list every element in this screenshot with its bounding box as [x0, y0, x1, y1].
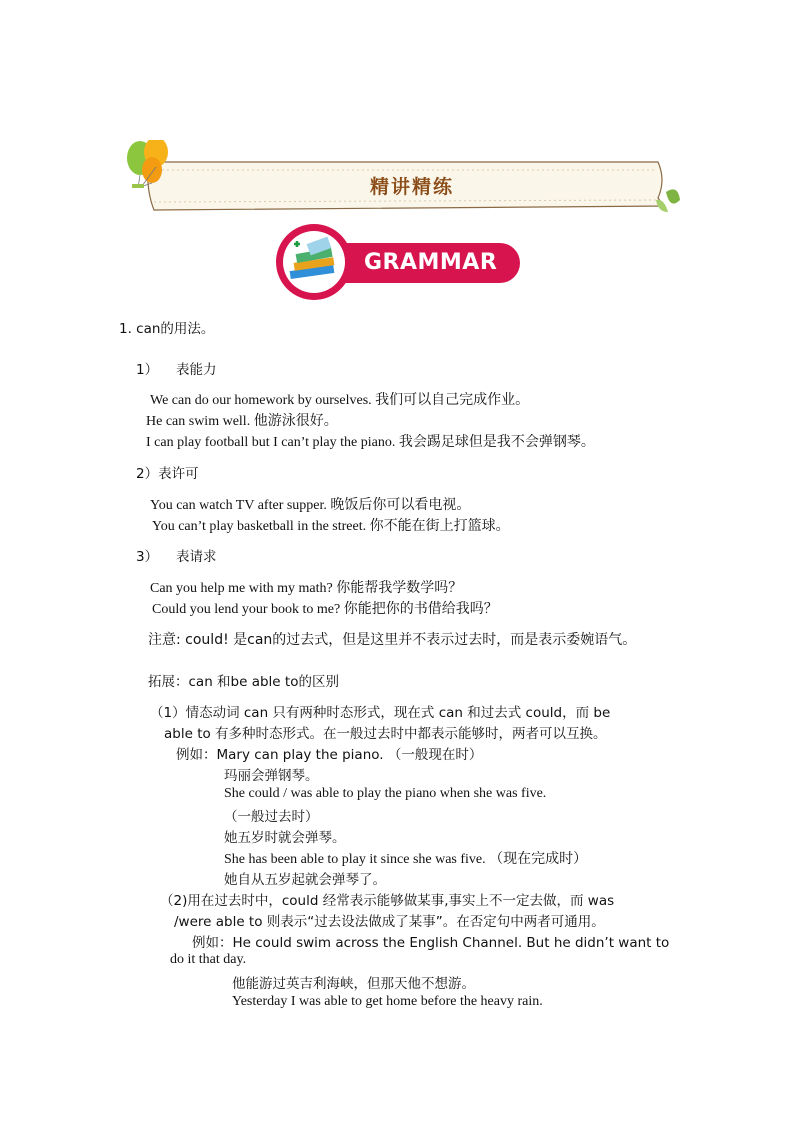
ext2-example: do it that day.	[170, 952, 247, 967]
books-icon	[274, 222, 354, 302]
ext2-line: （2)用在过去时中，could 经常表示能够做某事,事实上不一定去做，而 was	[160, 893, 615, 909]
ext1-translation: 她自从五岁起就会弹琴了。	[224, 872, 386, 888]
sub3-number: 3）	[136, 549, 159, 565]
example-line: We can do our homework by ourselves. 我们可以自己完成作业。	[150, 393, 530, 408]
example-line: I can play football but I can’t play the piano. 我会踢足球但是我不会弹钢琴。	[146, 435, 595, 450]
note-text: 注意: could! 是can的过去式，但是这里并不表示过去时，而是表示委婉语气。	[148, 632, 637, 648]
example-line: You can watch TV after supper. 晚饭后你可以看电视。	[150, 498, 471, 513]
ext2-line: /were able to 则表示“过去设法做成了某事”。在否定句中两者可通用。	[174, 914, 605, 930]
ext1-line: （1）情态动词 can 只有两种时态形式，现在式 can 和过去式 could，而 be	[150, 705, 611, 721]
ext1-example: She could / was able to play the piano when she was five.	[224, 786, 547, 801]
grammar-label: GRAMMAR	[364, 250, 498, 275]
section-title: 1. can的用法。	[119, 321, 215, 337]
example-line: He can swim well. 他游泳很好。	[146, 414, 338, 429]
sub3-title: 表请求	[176, 549, 217, 565]
ext2-example: 例如：He could swim across the English Channel. But he didn’t want to	[192, 935, 670, 951]
ext2-example: Yesterday I was able to get home before the heavy rain.	[232, 994, 543, 1009]
ext2-translation: 他能游过英吉利海峡，但那天他不想游。	[232, 976, 475, 992]
ext1-line: able to 有多种时态形式。在一般过去时中都表示能够时，两者可以互换。	[164, 726, 607, 742]
example-line: You can’t play basketball in the street. 你不能在街上打篮球。	[152, 519, 510, 534]
ext1-translation: 玛丽会弹钢琴。	[224, 768, 319, 784]
banner-title: 精讲精练	[370, 176, 455, 198]
sub2-title: 2）表许可	[136, 466, 199, 482]
extension-title: 拓展：can 和be able to的区别	[148, 674, 339, 690]
ext1-example: She has been able to play it since she was five. （现在完成时）	[224, 852, 588, 867]
ext1-translation: 她五岁时就会弹琴。	[224, 830, 346, 846]
sub1-title: 表能力	[176, 362, 217, 378]
sub1-number: 1）	[136, 362, 159, 378]
ext1-tense: （一般过去时）	[224, 809, 319, 825]
example-line: Can you help me with my math? 你能帮我学数学吗？	[150, 581, 463, 596]
ext1-example: 例如：Mary can play the piano. （一般现在时）	[176, 747, 483, 763]
example-line: Could you lend your book to me? 你能把你的书借给我吗？	[152, 602, 498, 617]
